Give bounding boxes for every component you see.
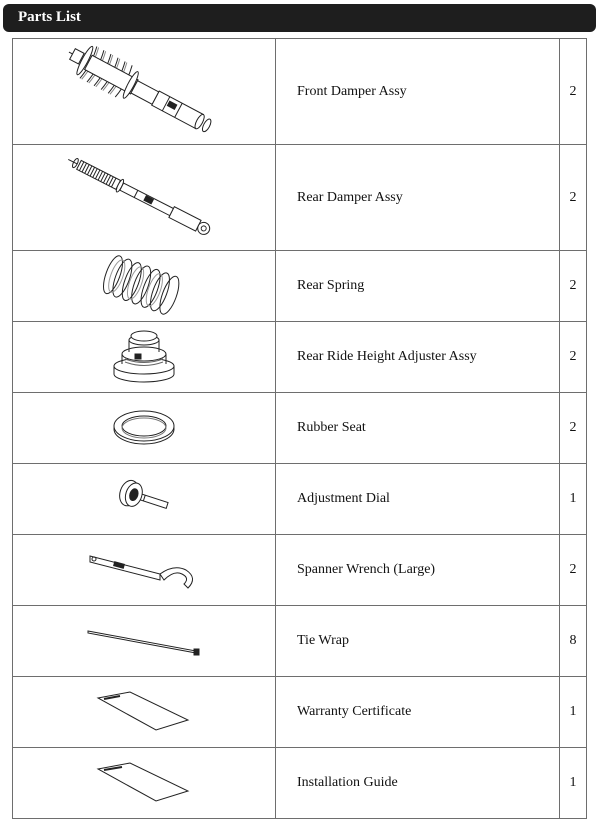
part-quantity: 2 xyxy=(560,535,587,606)
part-name: Installation Guide xyxy=(276,748,560,819)
adjustment-dial-icon xyxy=(114,477,174,521)
part-quantity: 2 xyxy=(560,393,587,464)
height-adjuster-icon xyxy=(109,326,179,388)
table-row xyxy=(13,748,587,819)
installation-guide-icon xyxy=(94,761,194,805)
parts-table xyxy=(12,38,587,819)
front-damper-icon xyxy=(59,44,229,140)
tie-wrap-icon xyxy=(84,623,204,659)
part-name: Adjustment Dial xyxy=(276,464,560,535)
part-name: Rear Spring xyxy=(276,251,560,322)
part-quantity: 2 xyxy=(560,251,587,322)
part-quantity: 8 xyxy=(560,606,587,677)
part-quantity: 1 xyxy=(560,677,587,748)
table-row xyxy=(13,322,587,393)
rubber-seat-icon xyxy=(109,405,179,451)
parts-list-header xyxy=(3,4,596,32)
spring-icon xyxy=(99,255,189,317)
table-row xyxy=(13,677,587,748)
part-quantity: 2 xyxy=(560,145,587,251)
page-title: Parts List xyxy=(18,9,81,25)
table-row xyxy=(13,145,587,251)
part-quantity: 2 xyxy=(560,322,587,393)
table-row xyxy=(13,606,587,677)
spanner-wrench-icon xyxy=(84,550,204,590)
table-row xyxy=(13,393,587,464)
part-quantity: 1 xyxy=(560,464,587,535)
part-name: Tie Wrap xyxy=(276,606,560,677)
part-name: Spanner Wrench (Large) xyxy=(276,535,560,606)
part-quantity: 1 xyxy=(560,748,587,819)
table-row xyxy=(13,464,587,535)
part-name: Rubber Seat xyxy=(276,393,560,464)
part-name: Front Damper Assy xyxy=(276,39,560,145)
part-name: Warranty Certificate xyxy=(276,677,560,748)
table-row xyxy=(13,535,587,606)
warranty-certificate-icon xyxy=(94,690,194,734)
part-quantity: 2 xyxy=(560,39,587,145)
table-row xyxy=(13,39,587,145)
rear-damper-icon xyxy=(59,152,229,244)
part-name: Rear Ride Height Adjuster Assy xyxy=(276,322,560,393)
table-row xyxy=(13,251,587,322)
part-name: Rear Damper Assy xyxy=(276,145,560,251)
